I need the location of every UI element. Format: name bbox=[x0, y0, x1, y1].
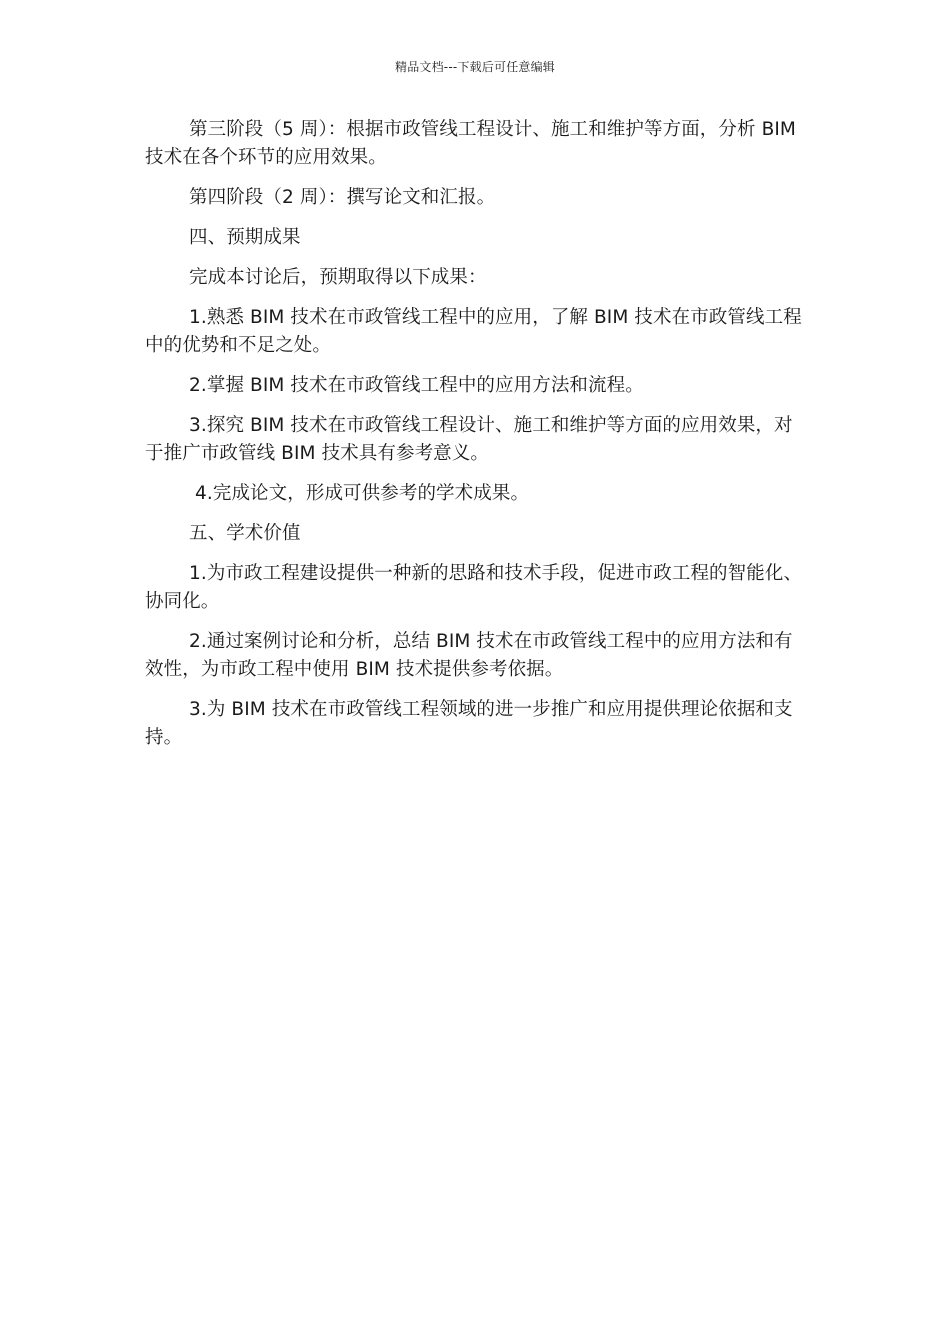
list-item-result-3: 3.探究 BIM 技术在市政管线工程设计、施工和维护等方面的应用效果，对于推广市政管线 BIM 技术具有参考意义。 bbox=[145, 415, 793, 464]
section-heading-academic-value: 五、学术价值 bbox=[189, 523, 301, 544]
paragraph-stage-three: 第三阶段（5 周）：根据市政管线工程设计、施工和维护等方面，分析 BIM 技术在各个环节的应用效果。 bbox=[145, 119, 796, 168]
list-item-value-3: 3.为 BIM 技术在市政管线工程领域的进一步推广和应用提供理论依据和支持。 bbox=[145, 699, 793, 748]
list-item-result-2: 2.掌握 BIM 技术在市政管线工程中的应用方法和流程。 bbox=[189, 375, 644, 396]
list-item-value-1: 1.为市政工程建设提供一种新的思路和技术手段，促进市政工程的智能化、协同化。 bbox=[145, 563, 803, 612]
document-body bbox=[145, 116, 805, 764]
list-item-value-2: 2.通过案例讨论和分析，总结 BIM 技术在市政管线工程中的应用方法和有效性，为市政工程中使用 BIM 技术提供参考依据。 bbox=[145, 631, 793, 680]
section-heading-expected-results: 四、预期成果 bbox=[189, 227, 301, 248]
paragraph-results-intro: 完成本讨论后，预期取得以下成果： bbox=[189, 267, 487, 288]
paragraph-stage-four: 第四阶段（2 周）：撰写论文和汇报。 bbox=[189, 187, 496, 208]
page-header: 精品文档---下载后可任意编辑 bbox=[395, 60, 555, 74]
list-item-result-4: 4.完成论文，形成可供参考的学术成果。 bbox=[195, 483, 530, 504]
list-item-result-1: 1.熟悉 BIM 技术在市政管线工程中的应用，了解 BIM 技术在市政管线工程中的优势和不足之处。 bbox=[145, 307, 802, 356]
